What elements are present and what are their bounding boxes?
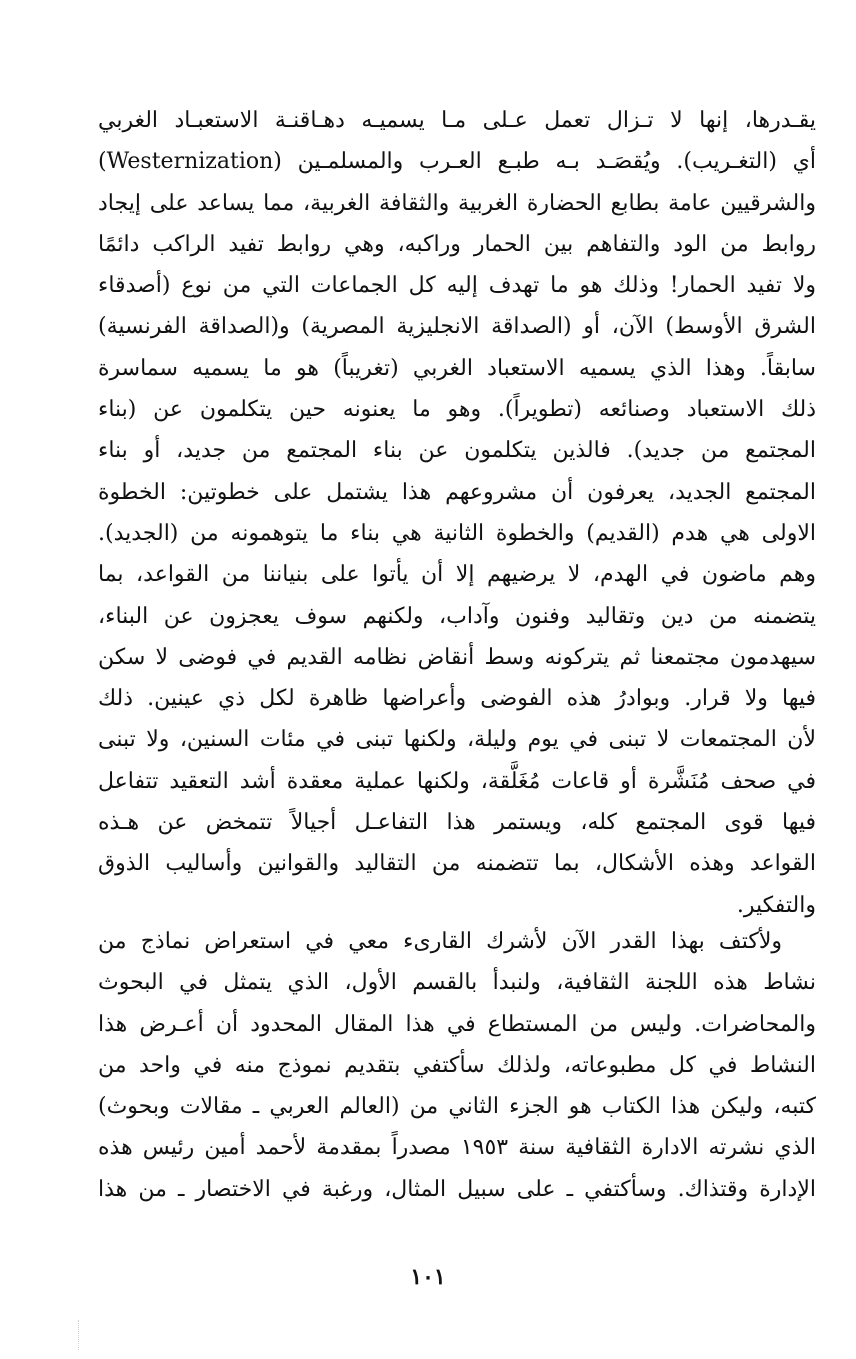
text-line: النشاط في كل مطبوعاته، ولذلك سأكتفي بتقديم نموذج منه في واحد من	[98, 1052, 816, 1078]
paragraph-2	[98, 921, 816, 1210]
text-line: في صحف مُنَشَّرة أو قاعات مُغَلَّقة، ولكنها عملية معقدة أشد التعقيد تتفاعل	[98, 768, 816, 794]
text-line: سيهدمون مجتمعنا ثم يتركونه وسط أنقاض نظامه القديم في فوضى لا سكن	[98, 644, 816, 670]
text-line: المجتمع من جديد). فالذين يتكلمون عن بناء المجتمع من جديد، أو بناء	[98, 438, 816, 464]
text-line: المجتمع الجديد، يعرفون أن مشروعهم هذا يشتمل على خطوتين: الخطوة	[98, 479, 816, 505]
text-line: فيها ولا قرار. وبوادرُ هذه الفوضى وأعراضها ظاهرة لكل ذي عينين. ذلك	[98, 686, 816, 712]
text-line: ولا تفيد الحمار! وذلك هو ما تهدف إليه كل الجماعات التي من نوع (أصدقاء	[98, 273, 816, 299]
page-number: ١٠١	[410, 1264, 446, 1290]
text-line: روابط من الود والتفاهم بين الحمار وراكبه، وهي روابط تفيد الراكب دائمًا	[98, 231, 816, 257]
text-line: الإدارة وقتذاك. وسأكتفي ـ على سبيل المثال، ورغبة في الاختصار ـ من هذا	[98, 1176, 816, 1202]
text-line: فيها قوى المجتمع كله، ويستمر هذا التفاعـل أجيالاً تتمخض عن هـذه	[98, 810, 816, 836]
text-line: لأن المجتمعات لا تبنى في يوم وليلة، ولكنها تبنى في مئات السنين، ولا تبنى	[98, 727, 816, 753]
text-line: (Westernization) أي (التغـريب). ويُقصَـد بـه طبـع العـرب والمسلمـين	[98, 149, 816, 175]
scan-margin-mark	[78, 1320, 80, 1350]
text-line: القواعد وهذه الأشكال، بما تتضمنه من التقاليد والقوانين وأساليب الذوق	[98, 851, 816, 877]
text-line: يتضمنه من دين وتقاليد وفنون وآداب، ولكنهم سوف يعجزون عن البناء،	[98, 603, 816, 629]
text-line: الشرق الأوسط) الآن، أو (الصداقة الانجليزية المصرية) و(الصداقة الفرنسية)	[98, 314, 816, 340]
text-line: الاولى هي هدم (القديم) والخطوة الثانية هي بناء ما يتوهمونه من (الجديد).	[98, 520, 816, 546]
text-line: كتبه، وليكن هذا الكتاب هو الجزء الثاني من (العالم العربي ـ مقالات وبحوث)	[98, 1094, 816, 1120]
text-line: والشرقيين عامة بطابع الحضارة الغربية والثقافة الغربية، مما يساعد على إيجاد	[98, 190, 816, 216]
text-line: الذي نشرته الادارة الثقافية سنة ١٩٥٣ مصدراً بمقدمة لأحمد أمين رئيس هذه	[98, 1135, 816, 1161]
text-line: والمحاضرات. وليس من المستطاع في هذا المقال المحدود أن أعـرض هذا	[98, 1011, 816, 1037]
text-line: سابقاً. وهذا الذي يسميه الاستعباد الغربي (تغريباً) هو ما يسميه سماسرة	[98, 355, 816, 381]
text-line: نشاط هذه اللجنة الثقافية، ولنبدأ بالقسم الأول، الذي يتمثل في البحوث	[98, 970, 816, 996]
text-line: والتفكير.	[736, 892, 816, 918]
paragraph-1	[98, 100, 816, 926]
text-line: يقـدرها، إنها لا تـزال تعمل عـلى مـا يسميـه دهـاقنـة الاستعبـاد الغربي	[98, 108, 816, 133]
text-line: ذلك الاستعباد وصنائعه (تطويراً). وهو ما يعنونه حين يتكلمون عن (بناء	[98, 397, 816, 423]
text-line: ولأكتف بهذا القدر الآن لأشرك القارىء معي في استعراض نماذج من	[98, 929, 782, 954]
text-line: وهم ماضون في الهدم، لا يرضيهم إلا أن يأتوا على بنياننا من القواعد، بما	[98, 562, 816, 588]
